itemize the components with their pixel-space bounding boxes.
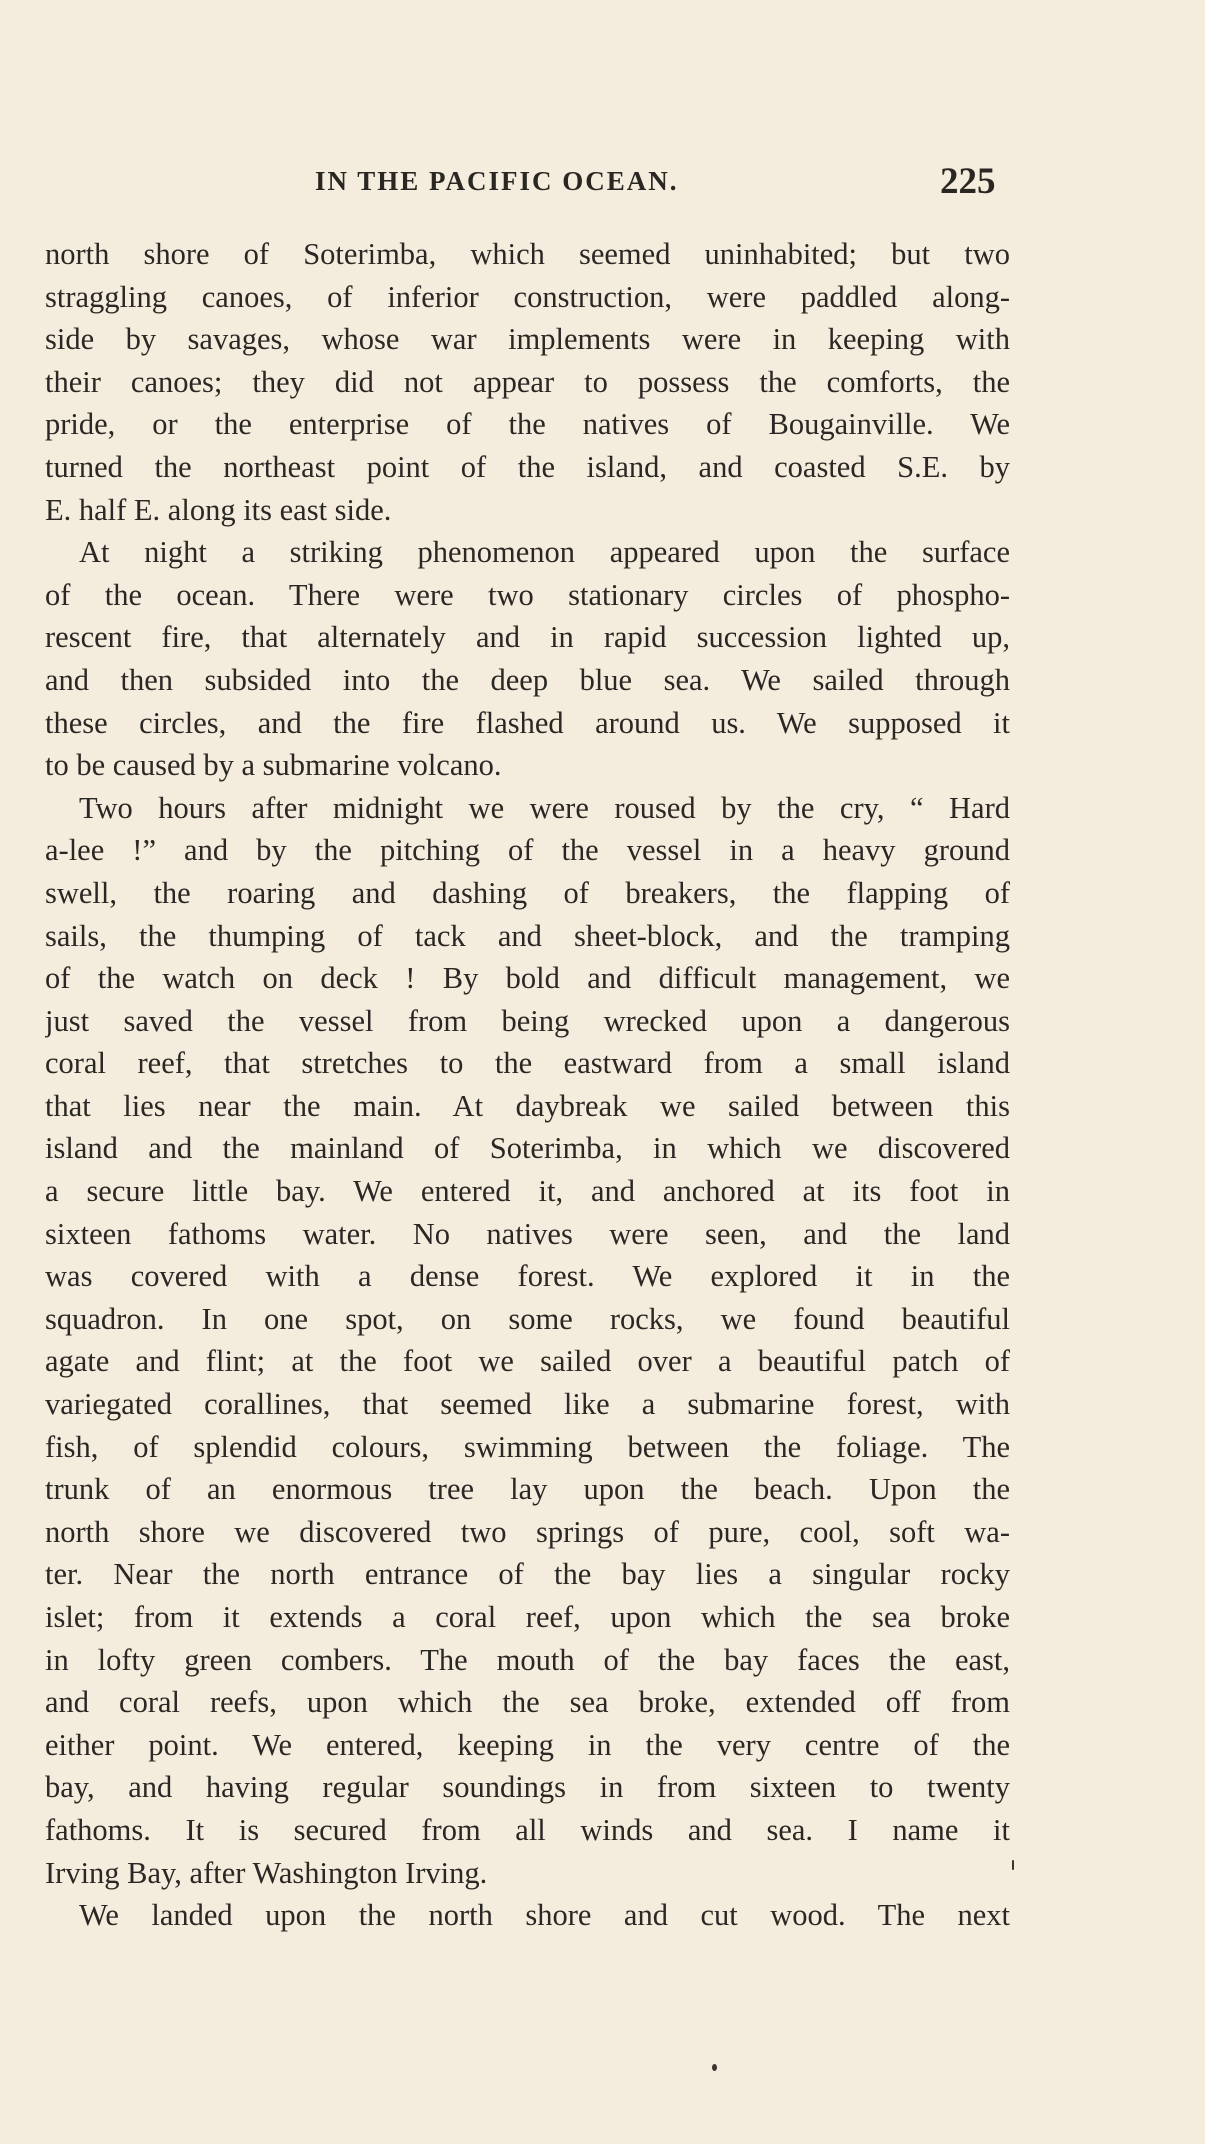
text-line: side by savages, whose war implements were in keeping with xyxy=(45,322,1010,357)
text-line: sixteen fathoms water. No natives were seen, and the land xyxy=(45,1216,1010,1251)
page-header xyxy=(0,160,1205,200)
text-line: islet; from it extends a coral reef, upon which the sea broke xyxy=(45,1600,1010,1634)
text-line: fish, of splendid colours, swimming between the foliage. The xyxy=(45,1429,1010,1464)
text-line: squadron. In one spot, on some rocks, we found beautiful xyxy=(45,1301,1010,1336)
text-line: E. half E. along its east side. xyxy=(45,492,392,527)
text-line: just saved the vessel from being wrecked upon a dangerous xyxy=(45,1003,1010,1038)
text-line: and then subsided into the deep blue sea. We sailed through xyxy=(45,662,1010,697)
text-line: agate and flint; at the foot we sailed over a beautiful patch of xyxy=(45,1344,1010,1379)
text-line: Irving Bay, after Washington Irving. xyxy=(45,1855,488,1890)
text-line: these circles, and the fire flashed around us. We supposed it xyxy=(45,705,1010,740)
text-line: a-lee !” and by the pitching of the vessel in a heavy ground xyxy=(45,833,1010,868)
text-line: of the ocean. There were two stationary circles of phospho- xyxy=(45,577,1010,612)
text-line: rescent fire, that alternately and in rapid succession lighted up, xyxy=(45,620,1010,655)
text-line: coral reef, that stretches to the eastward from a small island xyxy=(45,1046,1010,1081)
text-line: bay, and having regular soundings in from sixteen to twenty xyxy=(45,1770,1010,1805)
paragraph-first-line: We landed upon the north shore and cut wood. The next xyxy=(79,1898,1010,1933)
ink-speck xyxy=(1012,1860,1014,1870)
text-line: their canoes; they did not appear to possess the comforts, the xyxy=(45,364,1010,399)
text-line: either point. We entered, keeping in the very centre of the xyxy=(45,1727,1010,1762)
page-number: 225 xyxy=(940,161,996,202)
text-line: straggling canoes, of inferior construction, were paddled along- xyxy=(45,279,1010,314)
running-head: IN THE PACIFIC OCEAN. xyxy=(315,166,679,196)
text-line: was covered with a dense forest. We explored it in the xyxy=(45,1259,1010,1294)
text-line: north shore of Soterimba, which seemed uninhabited; but two xyxy=(45,237,1010,271)
text-line: that lies near the main. At daybreak we sailed between this xyxy=(45,1088,1010,1123)
ink-speck xyxy=(712,2064,717,2071)
paragraph-first-line: Two hours after midnight we were roused by the cry, “ Hard xyxy=(79,790,1010,825)
paragraph-first-line: At night a striking phenomenon appeared upon the surface xyxy=(79,535,1010,570)
text-line: a secure little bay. We entered it, and anchored at its foot in xyxy=(45,1174,1010,1209)
text-line: of the watch on deck ! By bold and difficult management, we xyxy=(45,961,1010,996)
text-line: fathoms. It is secured from all winds and sea. I name it xyxy=(45,1812,1010,1847)
text-line: north shore we discovered two springs of pure, cool, soft wa- xyxy=(45,1514,1010,1549)
text-line: trunk of an enormous tree lay upon the beach. Upon the xyxy=(45,1472,1010,1507)
text-line: variegated corallines, that seemed like a submarine forest, with xyxy=(45,1387,1010,1422)
text-line: and coral reefs, upon which the sea broke, extended off from xyxy=(45,1685,1010,1720)
text-line: pride, or the enterprise of the natives of Bougainville. We xyxy=(45,407,1010,442)
text-line: to be caused by a submarine volcano. xyxy=(45,748,502,783)
text-line: sails, the thumping of tack and sheet-block, and the tramping xyxy=(45,918,1010,953)
text-line: turned the northeast point of the island, and coasted S.E. by xyxy=(45,449,1010,484)
text-line: island and the mainland of Soterimba, in which we discovered xyxy=(45,1131,1010,1166)
body-text xyxy=(45,233,1010,1937)
text-line: in lofty green combers. The mouth of the bay faces the east, xyxy=(45,1642,1010,1677)
text-line: swell, the roaring and dashing of breakers, the flapping of xyxy=(45,875,1010,910)
text-line: ter. Near the north entrance of the bay lies a singular rocky xyxy=(45,1557,1010,1592)
